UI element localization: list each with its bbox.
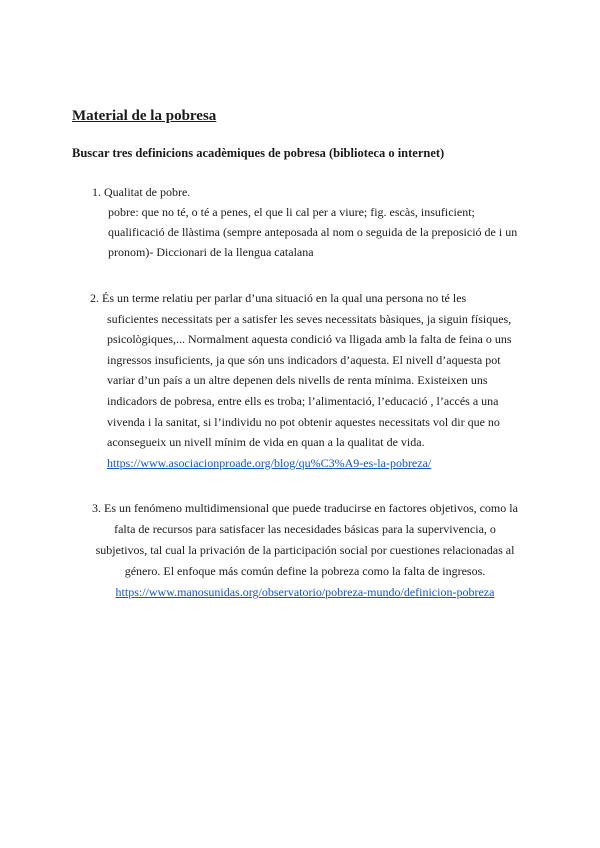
definition-3-line: género. El enfoque más común define la pobreza como la falta de ingresos. [124, 564, 486, 578]
definition-1 [92, 182, 528, 262]
definition-3 [80, 498, 530, 603]
definition-1-heading: 1. Qualitat de pobre. [92, 185, 191, 199]
definition-3-source-link[interactable]: https://www.manosunidas.org/observatorio/pobreza-mundo/definicion-pobreza [115, 585, 495, 599]
definition-2-line: ingressos insuficients, ja que són uns indicadors d’aquesta. El nivell d’aquesta pot [107, 352, 501, 367]
definition-2-line: vivenda i la sanitat, si l’individu no pot obtenir aquestes necessitats vol dir que no [107, 414, 500, 429]
definition-1-line: qualificació de llàstima (sempre anteposada al nom o seguida de la preposició de i un [108, 225, 518, 239]
definition-1-line: pobre: que no té, o té a penes, el que li cal per a viure; fig. escàs, insuficient; [108, 205, 475, 219]
definition-1-body [92, 202, 528, 262]
definition-3-line: falta de recursos para satisfacer las necesidades básicas para la supervivencia, o [114, 522, 496, 536]
definition-2-line: indicadors de pobresa, entre ells es troba; l’alimentació, l’educació , l’accés a una [107, 393, 499, 408]
definition-3-line: subjetivos, tal cual la privación de la participación social por cuestiones relacionadas al [95, 543, 515, 557]
definition-3-line: 3. Es un fenómeno multidimensional que puede traducirse en factores objetivos, como la [92, 501, 518, 515]
definition-2-line: psicològiques,... Normalment aquesta condició va lligada amb la falta de feina o uns [107, 332, 512, 347]
page-title: Material de la pobresa [72, 108, 217, 124]
definition-2-source-link[interactable]: https://www.asociacionproade.org/blog/qu%C3%A9-es-la-pobreza/ [107, 455, 432, 470]
definition-2-line: suficientes necessitats per a satisfer les seves necessitats bàsiques, ja siguin físiques, [107, 311, 512, 326]
definition-2-line: aconsegueix un nivell mínim de vida en quan a la qualitat de vida. [107, 435, 425, 450]
definition-2 [90, 288, 520, 473]
definition-1-line: pronom)- Diccionari de la llengua catalana [108, 245, 314, 259]
definition-2-line: 2. És un terme relatiu per parlar d’una situació en la qual una persona no té les [90, 291, 467, 305]
assignment-subtitle: Buscar tres definicions acadèmiques de pobresa (biblioteca o internet) [72, 146, 445, 160]
definition-2-line: variar d’un país a un altre depenen dels nivells de renta mínima. Existeixen uns [107, 373, 488, 388]
